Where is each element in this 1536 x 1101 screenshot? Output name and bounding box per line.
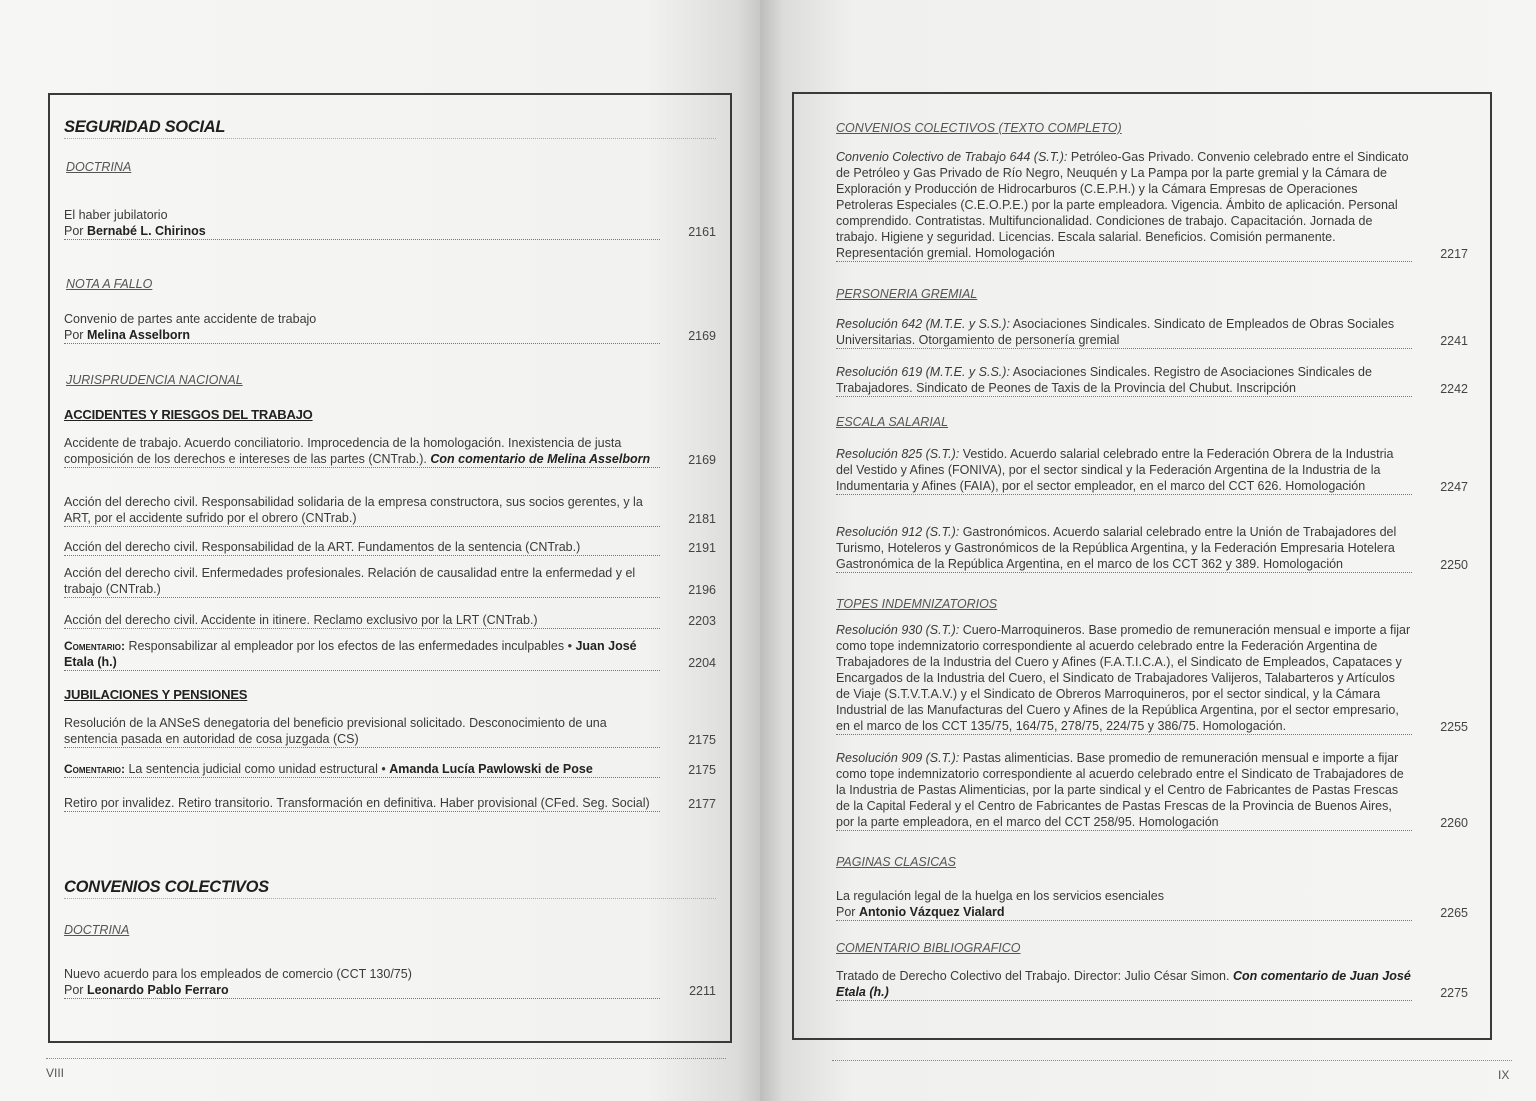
toc-entry-retiro-por-invalidez[interactable] [64, 795, 716, 812]
entry-by: Por [64, 328, 84, 342]
toc-entry-resolucion-825[interactable] [836, 446, 1468, 495]
toc-entry-responsabilidad-art[interactable] [64, 539, 716, 556]
entry-comment: Con comentario de Juan José Etala (h.) [836, 969, 1411, 999]
entry-title: Nuevo acuerdo para los empleados de comercio (CCT 130/75) [64, 967, 412, 981]
page-number: 2169 [688, 329, 716, 343]
page-number: 2175 [688, 763, 716, 777]
entry-ref: Resolución 619 (M.T.E. y S.S.): [836, 365, 1010, 379]
entry-author: Antonio Vázquez Vialard [858, 905, 1005, 919]
page-folio-right: IX [1498, 1068, 1510, 1082]
toc-entry-resolucion-930[interactable] [836, 622, 1468, 735]
page-number: 2177 [688, 797, 716, 811]
comment-label: Comentario: [64, 639, 125, 653]
entry-text: Acción del derecho civil. Enfermedades profesionales. Relación de causalidad entre la enfermedad y el trabajo (CNTrab.) [64, 565, 660, 598]
subsection-escala-salarial: ESCALA SALARIAL [836, 415, 949, 429]
entry-ref: Resolución 909 (S.T.): [836, 751, 960, 765]
entry-ref: Resolución 912 (S.T.): [836, 525, 960, 539]
footer-rule-left [46, 1058, 726, 1059]
page-number: 2175 [688, 733, 716, 747]
page-number: 2196 [688, 583, 716, 597]
section-title-convenios-colectivos: CONVENIOS COLECTIVOS [64, 879, 716, 899]
toc-entry-tratado-derecho-colectivo[interactable] [836, 968, 1468, 1001]
subsection-doctrina-convenios: DOCTRINA [64, 923, 130, 937]
page-number: 2181 [688, 512, 716, 526]
footer-rule-right [832, 1060, 1512, 1061]
right-page [760, 0, 1536, 1101]
entry-title: El haber jubilatorio [64, 208, 168, 222]
right-page-frame [792, 92, 1492, 1040]
entry-text: Tratado de Derecho Colectivo del Trabajo. Director: Julio César Simon. [836, 969, 1230, 983]
subsection-paginas-clasicas: PAGINAS CLASICAS [836, 855, 956, 869]
entry-comment: Con comentario de Melina Asselborn [430, 452, 651, 466]
page-number: 2265 [1440, 906, 1468, 920]
entry-ref: Convenio Colectivo de Trabajo 644 (S.T.): [836, 150, 1068, 164]
entry-text: Asociaciones Sindicales. Sindicato de Empleados de Obras Sociales Universitarias. Otorgamiento de personería gremial [836, 317, 1395, 347]
left-page [0, 0, 760, 1101]
subsection-texto-completo: CONVENIOS COLECTIVOS (TEXTO COMPLETO) [836, 121, 1122, 135]
category-jubilaciones: JUBILACIONES Y PENSIONES [64, 687, 248, 702]
entry-text: Pastas alimenticias. Base promedio de remuneración mensual e importe a fijar como tope indemnizatorio correspondiente al acuerdo celebrado entre el Sindicato de Trabajadores de la Industria de Pastas Alimenticias, por la parte sindical y el Centro de Fabricantes de Pastas Frescas de la Capital Federal y el Centro de Fabricantes de Pastas Frescas de la Provincia de Buenos Aires, por la parte empleadora, en el marco del CCT 258/95. Homologación [836, 751, 1404, 829]
toc-entry-accidente-in-itinere[interactable] [64, 612, 716, 629]
toc-entry-nuevo-acuerdo-comercio[interactable] [64, 966, 716, 999]
entry-ref: Resolución 930 (S.T.): [836, 623, 960, 637]
page-number: 2260 [1440, 816, 1468, 830]
toc-entry-resolucion-642[interactable] [836, 316, 1468, 349]
subsection-comentario-bibliografico: COMENTARIO BIBLIOGRAFICO [836, 941, 1021, 955]
toc-entry-resolucion-619[interactable] [836, 364, 1468, 397]
toc-entry-haber-jubilatorio[interactable] [64, 207, 716, 240]
page-number: 2250 [1440, 558, 1468, 572]
left-page-frame [48, 93, 732, 1043]
entry-text: Asociaciones Sindicales. Registro de Asociaciones Sindicales de Trabajadores. Sindicato de Peones de Taxis de la Provincia del Chubut. Inscripción [836, 365, 1372, 395]
page-number: 2255 [1440, 720, 1468, 734]
entry-text: Cuero-Marroquineros. Base promedio de remuneración mensual e importe a fijar como tope indemnizatorio correspondiente al acuerdo celebrado entre la Federación Argentina de Trabajadores de la Industria del Cuero y Afines (F.A.T.I.C.A.), el Sindicato de Empleados, Capataces y Encargados de la Industria del Cuero, el Sindicato de Trabajadores Valijeros, Talabarteros y Artículos de Viaje (S.T.V.T.A.V.) y el Sindicato de Obreros Marroquineros, por el sector sindical, y la Cámara Industrial de las Manufacturas del Cuero y Afines de la República Argentina, por el sector empresario, en el marco de los CCT 135/75, 164/75, 278/75, 224/75 y 386/75. Homologación. [836, 623, 1411, 733]
entry-text: Acción del derecho civil. Accidente in itinere. Reclamo exclusivo por la LRT (CNTrab.) [64, 612, 660, 629]
entry-by: Por [836, 905, 856, 919]
comment-label: Comentario: [64, 762, 125, 776]
page-number: 2169 [688, 453, 716, 467]
entry-text: Acción del derecho civil. Responsabilidad de la ART. Fundamentos de la sentencia (CNTrab.) [64, 539, 660, 556]
entry-author: Leonardo Pablo Ferraro [86, 983, 229, 997]
page-number: 2191 [688, 541, 716, 555]
toc-entry-responsabilidad-solidaria[interactable] [64, 494, 716, 527]
page-number: 2203 [688, 614, 716, 628]
entry-ref: Resolución 825 (S.T.): [836, 447, 960, 461]
toc-entry-accidente-acuerdo[interactable] [64, 435, 716, 468]
toc-entry-comentario-pawlowski[interactable] [64, 761, 716, 778]
subsection-doctrina: DOCTRINA [66, 160, 132, 174]
entry-title: Convenio de partes ante accidente de trabajo [64, 312, 317, 326]
entry-author: Bernabé L. Chirinos [86, 224, 206, 238]
subsection-personeria: PERSONERIA GREMIAL [836, 287, 978, 301]
toc-entry-resolucion-anses[interactable] [64, 715, 716, 748]
page-number: 2247 [1440, 480, 1468, 494]
page-number: 2241 [1440, 334, 1468, 348]
toc-entry-convenio-de-partes[interactable] [64, 311, 716, 344]
entry-author: Juan José Etala (h.) [64, 639, 637, 669]
page-number: 2211 [689, 984, 716, 998]
subsection-nota-a-fallo: NOTA A FALLO [66, 277, 153, 291]
toc-entry-convenio-644[interactable] [836, 149, 1468, 262]
subsection-jurisprudencia: JURISPRUDENCIA NACIONAL [66, 373, 243, 387]
entry-by: Por [64, 224, 84, 238]
entry-author: Amanda Lucía Pawlowski de Pose [389, 762, 593, 776]
toc-entry-regulacion-huelga[interactable] [836, 888, 1468, 921]
entry-author: Melina Asselborn [86, 328, 190, 342]
toc-entry-enfermedades-profesionales[interactable] [64, 565, 716, 598]
entry-text: Petróleo-Gas Privado. Convenio celebrado entre el Sindicato de Petróleo y Gas Privado de Río Negro, Neuquén y La Pampa por la parte gremial y la Cámara de Exploración y Producción de Hidrocarburos (C.E.P.H.) y la Cámara Empresas de Operaciones Petroleras Especiales (C.E.O.P.E.) por la parte empleadora. Vigencia. Ámbito de aplicación. Personal comprendido. Contratistas. Multifuncionalidad. Condiciones de trabajo. Capacitación. Jornada de trabajo. Higiene y seguridad. Licencias. Escala salarial. Beneficios. Comisión permanente. Representación gremial. Homologación [836, 150, 1409, 260]
entry-text: Resolución de la ANSeS denegatoria del beneficio previsional solicitado. Desconocimiento de una sentencia pasada en autoridad de cosa juzgada (CS) [64, 715, 660, 748]
toc-entry-resolucion-912[interactable] [836, 524, 1468, 573]
page-number: 2275 [1440, 986, 1468, 1000]
section-title-seguridad-social: SEGURIDAD SOCIAL [64, 119, 716, 139]
entry-text: Accidente de trabajo. Acuerdo conciliatorio. Improcedencia de la homologación. Inexistencia de justa composición de los derechos e intereses de las partes (CNTrab.). [64, 436, 622, 466]
page-number: 2204 [688, 656, 716, 670]
entry-text: Vestido. Acuerdo salarial celebrado entre la Federación Obrera de la Industria del Vestido y Afines (FONIVA), por el sector sindical y la Federación Argentina de la Industria de la Indumentaria y Afines (FAIA), por el sector empleador, en el marco del CCT 626. Homologación [836, 447, 1394, 493]
entry-text: Acción del derecho civil. Responsabilidad solidaria de la empresa constructora, sus socios gerentes, y la ART, por el accidente sufrido por el obrero (CNTrab.) [64, 494, 660, 527]
page-number: 2242 [1440, 382, 1468, 396]
entry-ref: Resolución 642 (M.T.E. y S.S.): [836, 317, 1010, 331]
toc-entry-comentario-etala[interactable] [64, 638, 716, 671]
entry-by: Por [64, 983, 84, 997]
subsection-topes: TOPES INDEMNIZATORIOS [836, 597, 998, 611]
toc-entry-resolucion-909[interactable] [836, 750, 1468, 831]
page-number: 2217 [1440, 247, 1468, 261]
entry-text: Responsabilizar al empleador por los efectos de las enfermedades inculpables • [128, 639, 572, 653]
entry-text: Gastronómicos. Acuerdo salarial celebrado entre la Unión de Trabajadores del Turismo, Hoteleros y Gastronómicos de la República Argentina, y la Federación Empresaria Hotelera Gastronómica de la República Argentina, en el marco de los CCT 362 y 389. Homologación [836, 525, 1397, 571]
entry-text: La sentencia judicial como unidad estructural • [128, 762, 386, 776]
category-accidentes: ACCIDENTES Y RIESGOS DEL TRABAJO [64, 407, 313, 422]
entry-title: La regulación legal de la huelga en los servicios esenciales [836, 889, 1164, 903]
page-folio-left: VIII [46, 1066, 65, 1080]
entry-text: Retiro por invalidez. Retiro transitorio. Transformación en definitiva. Haber provisional (CFed. Seg. Social) [64, 795, 660, 812]
page-number: 2161 [688, 225, 716, 239]
